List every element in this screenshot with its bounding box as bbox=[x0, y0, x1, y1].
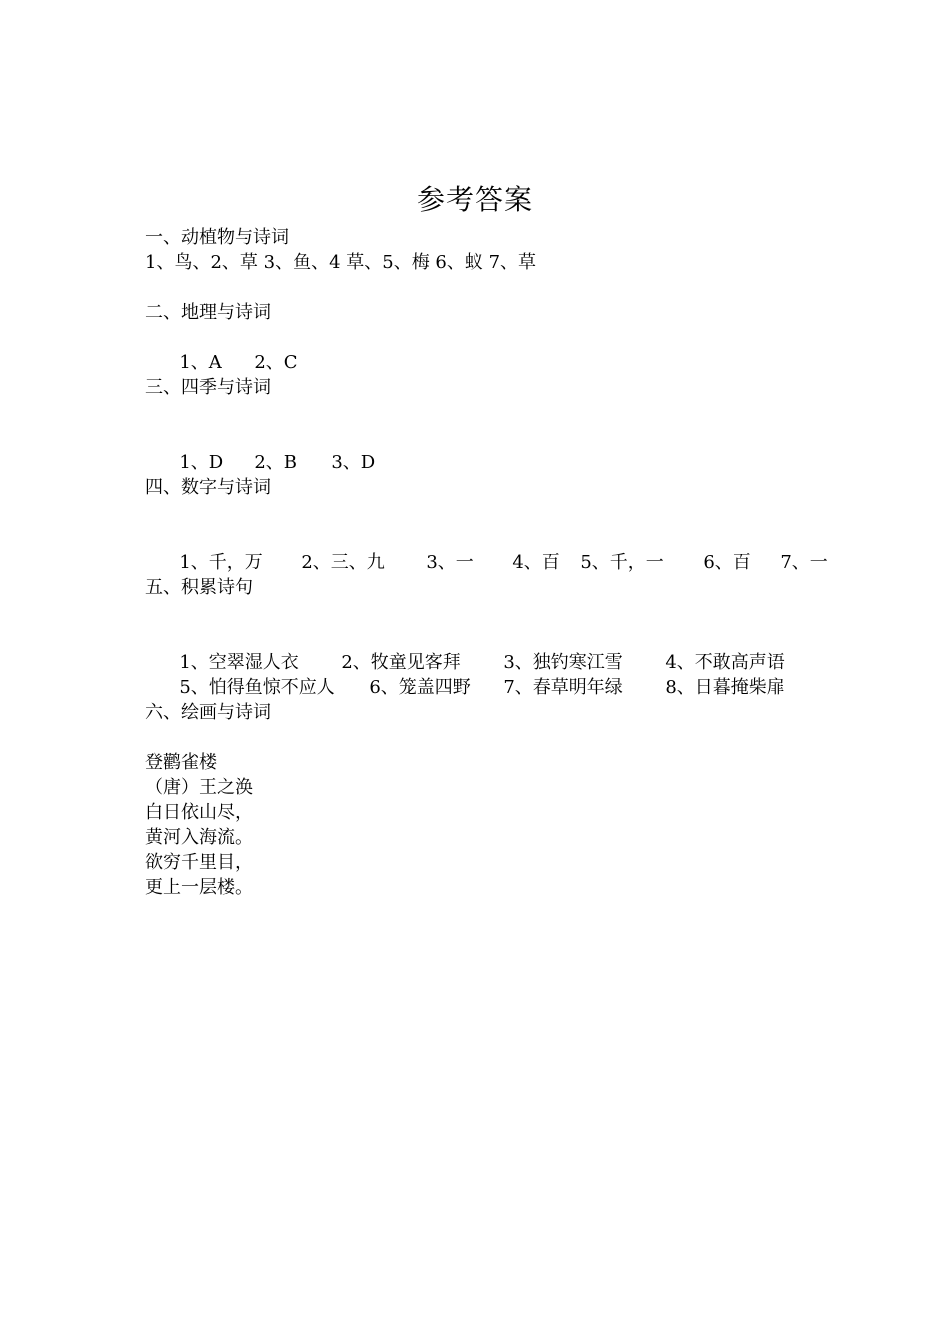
page-title: 参考答案 bbox=[416, 183, 533, 216]
section-answers-geography bbox=[145, 325, 845, 373]
answer-item: 8、日暮掩柴扉 bbox=[665, 677, 785, 698]
answer-item: 6、笼盖四野 bbox=[369, 677, 471, 698]
spacer bbox=[145, 400, 845, 425]
answer-item: 2、B bbox=[254, 452, 298, 473]
answer-item: 4、不敢高声语 bbox=[665, 652, 785, 673]
answer-item: 1、D bbox=[179, 452, 224, 473]
poem-line: 白日依山尽， bbox=[145, 802, 253, 823]
section-heading-poem-lines: 五、积累诗句 bbox=[145, 577, 253, 598]
answer-item: 3、独钓寒江雪 bbox=[503, 652, 623, 673]
spacer bbox=[145, 600, 845, 625]
answer-item: 2、三、九 bbox=[301, 552, 385, 573]
section-heading-animals-plants: 一、动植物与诗词 bbox=[145, 227, 289, 248]
answer-content bbox=[145, 225, 845, 900]
section-answers-numbers bbox=[145, 525, 845, 573]
section-heading-numbers: 四、数字与诗词 bbox=[145, 477, 271, 498]
answer-item: 7、春草明年绿 bbox=[503, 677, 623, 698]
answer-item: 3、一 bbox=[426, 552, 474, 573]
section-heading-geography: 二、地理与诗词 bbox=[145, 302, 271, 323]
poem-line: 更上一层楼。 bbox=[145, 877, 253, 898]
section-answers-seasons bbox=[145, 425, 845, 473]
answer-item: 3、D bbox=[331, 452, 376, 473]
spacer bbox=[145, 500, 845, 525]
answer-item: 7、一 bbox=[780, 552, 828, 573]
answer-item: 1、空翠湿人衣 bbox=[179, 652, 299, 673]
answer-item: 1、千，万 bbox=[179, 552, 263, 573]
answer-item: 4、百 bbox=[512, 552, 560, 573]
poem-line: 黄河入海流。 bbox=[145, 827, 253, 848]
answer-item: 2、C bbox=[254, 352, 298, 373]
section-heading-painting: 六、绘画与诗词 bbox=[145, 702, 271, 723]
spacer bbox=[145, 275, 845, 300]
answer-item: 1、A bbox=[179, 352, 222, 373]
spacer bbox=[145, 725, 845, 750]
poem-title: 登鹳雀楼 bbox=[145, 752, 217, 773]
answer-item: 2、牧童见客拜 bbox=[341, 652, 461, 673]
answer-item: 5、怕得鱼惊不应人 bbox=[179, 677, 335, 698]
poem-line: 欲穷千里目， bbox=[145, 852, 253, 873]
section-answers-poem-lines-row1 bbox=[145, 625, 845, 673]
section-answers-animals-plants: 1、鸟、2、草 3、鱼、4 草、5、梅 6、蚁 7、草 bbox=[145, 252, 537, 273]
answer-item: 5、千，一 bbox=[580, 552, 664, 573]
poem-author: （唐）王之涣 bbox=[145, 777, 253, 798]
section-heading-seasons: 三、四季与诗词 bbox=[145, 377, 271, 398]
answer-item: 6、百 bbox=[703, 552, 751, 573]
